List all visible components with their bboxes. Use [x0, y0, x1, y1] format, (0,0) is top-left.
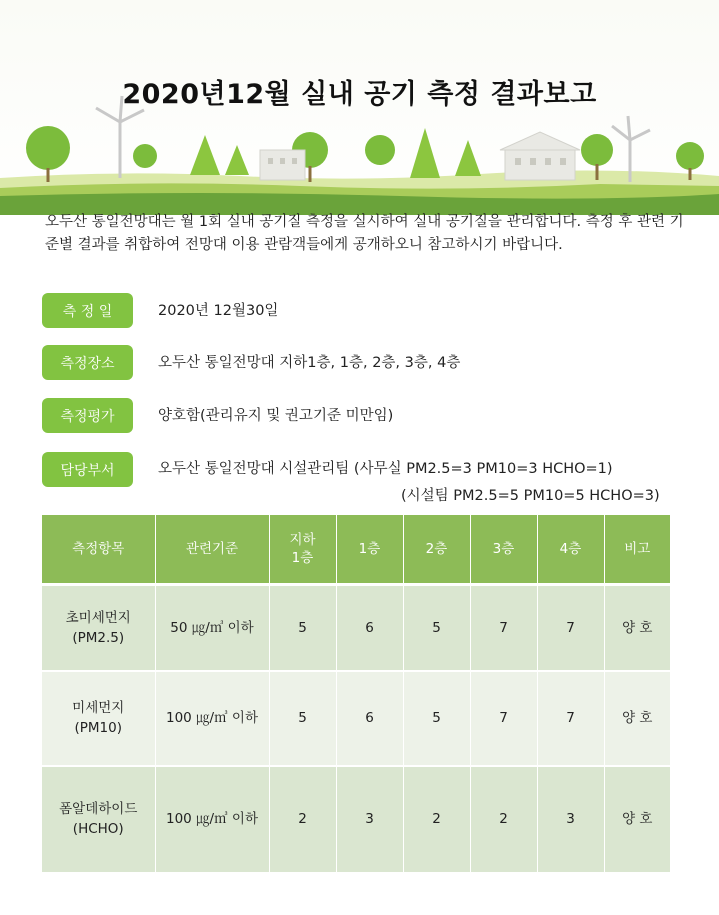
item-cell: 초미세먼지 (PM2.5): [42, 585, 155, 671]
header-floor3: 3층: [470, 515, 537, 585]
standard-cell: 100 ㎍/㎥ 이하: [155, 766, 269, 873]
table-row: [42, 585, 670, 671]
item-cell: 미세먼지 (PM10): [42, 671, 155, 766]
date-label: 측 정 일: [42, 293, 133, 328]
item-cell: 폼알데하이드 (HCHO): [42, 766, 155, 873]
evaluation-label: 측정평가: [42, 398, 133, 433]
header-item: 측정항목: [42, 515, 155, 585]
value-cell: 2: [470, 766, 537, 873]
value-cell: 2: [403, 766, 470, 873]
standard-cell: 100 ㎍/㎥ 이하: [155, 671, 269, 766]
intro-paragraph: 오두산 통일전망대는 월 1회 실내 공기질 측정을 실시하여 실내 공기질을 관리합니다. 측정 후 관련 기준별 결과를 취합하여 전망대 이용 관람객들에게 공개하오니 참고하시기 바랍니다.: [45, 214, 684, 253]
value-cell: 5: [403, 585, 470, 671]
value-cell: 7: [537, 671, 604, 766]
value-cell: 6: [336, 671, 403, 766]
value-cell: 5: [269, 585, 336, 671]
header-note: 비고: [604, 515, 670, 585]
value-cell: 3: [336, 766, 403, 873]
header-floor1: 1층: [336, 515, 403, 585]
evaluation-value: 양호함(관리유지 및 권고기준 미만임): [158, 408, 394, 424]
standard-cell: 50 ㎍/㎥ 이하: [155, 585, 269, 671]
header-floor2: 2층: [403, 515, 470, 585]
value-cell: 3: [537, 766, 604, 873]
value-cell: 7: [537, 585, 604, 671]
place-value: 오두산 통일전망대 지하1층, 1층, 2층, 3층, 4층: [158, 355, 461, 371]
header-basement1: 지하 1층: [269, 515, 336, 585]
measurement-table: [42, 515, 670, 874]
value-cell: 7: [470, 671, 537, 766]
department-value-line1: 오두산 통일전망대 시설관리팀 (사무실 PM2.5=3 PM10=3 HCHO=1): [158, 461, 613, 477]
place-label: 측정장소: [42, 345, 133, 380]
table-row: [42, 671, 670, 766]
note-cell: 양 호: [604, 766, 670, 873]
note-cell: 양 호: [604, 585, 670, 671]
date-value: 2020년 12월30일: [158, 303, 279, 319]
note-cell: 양 호: [604, 671, 670, 766]
header-floor4: 4층: [537, 515, 604, 585]
department-label: 담당부서: [42, 452, 133, 487]
table-row: [42, 766, 670, 873]
value-cell: 6: [336, 585, 403, 671]
value-cell: 5: [403, 671, 470, 766]
value-cell: 2: [269, 766, 336, 873]
header-standard: 관련기준: [155, 515, 269, 585]
department-value-line2: (시설팀 PM2.5=5 PM10=5 HCHO=3): [401, 488, 660, 504]
value-cell: 7: [470, 585, 537, 671]
page-title: 2020년12월 실내 공기 측정 결과보고: [122, 79, 597, 110]
table-header-row: [42, 515, 670, 585]
value-cell: 5: [269, 671, 336, 766]
